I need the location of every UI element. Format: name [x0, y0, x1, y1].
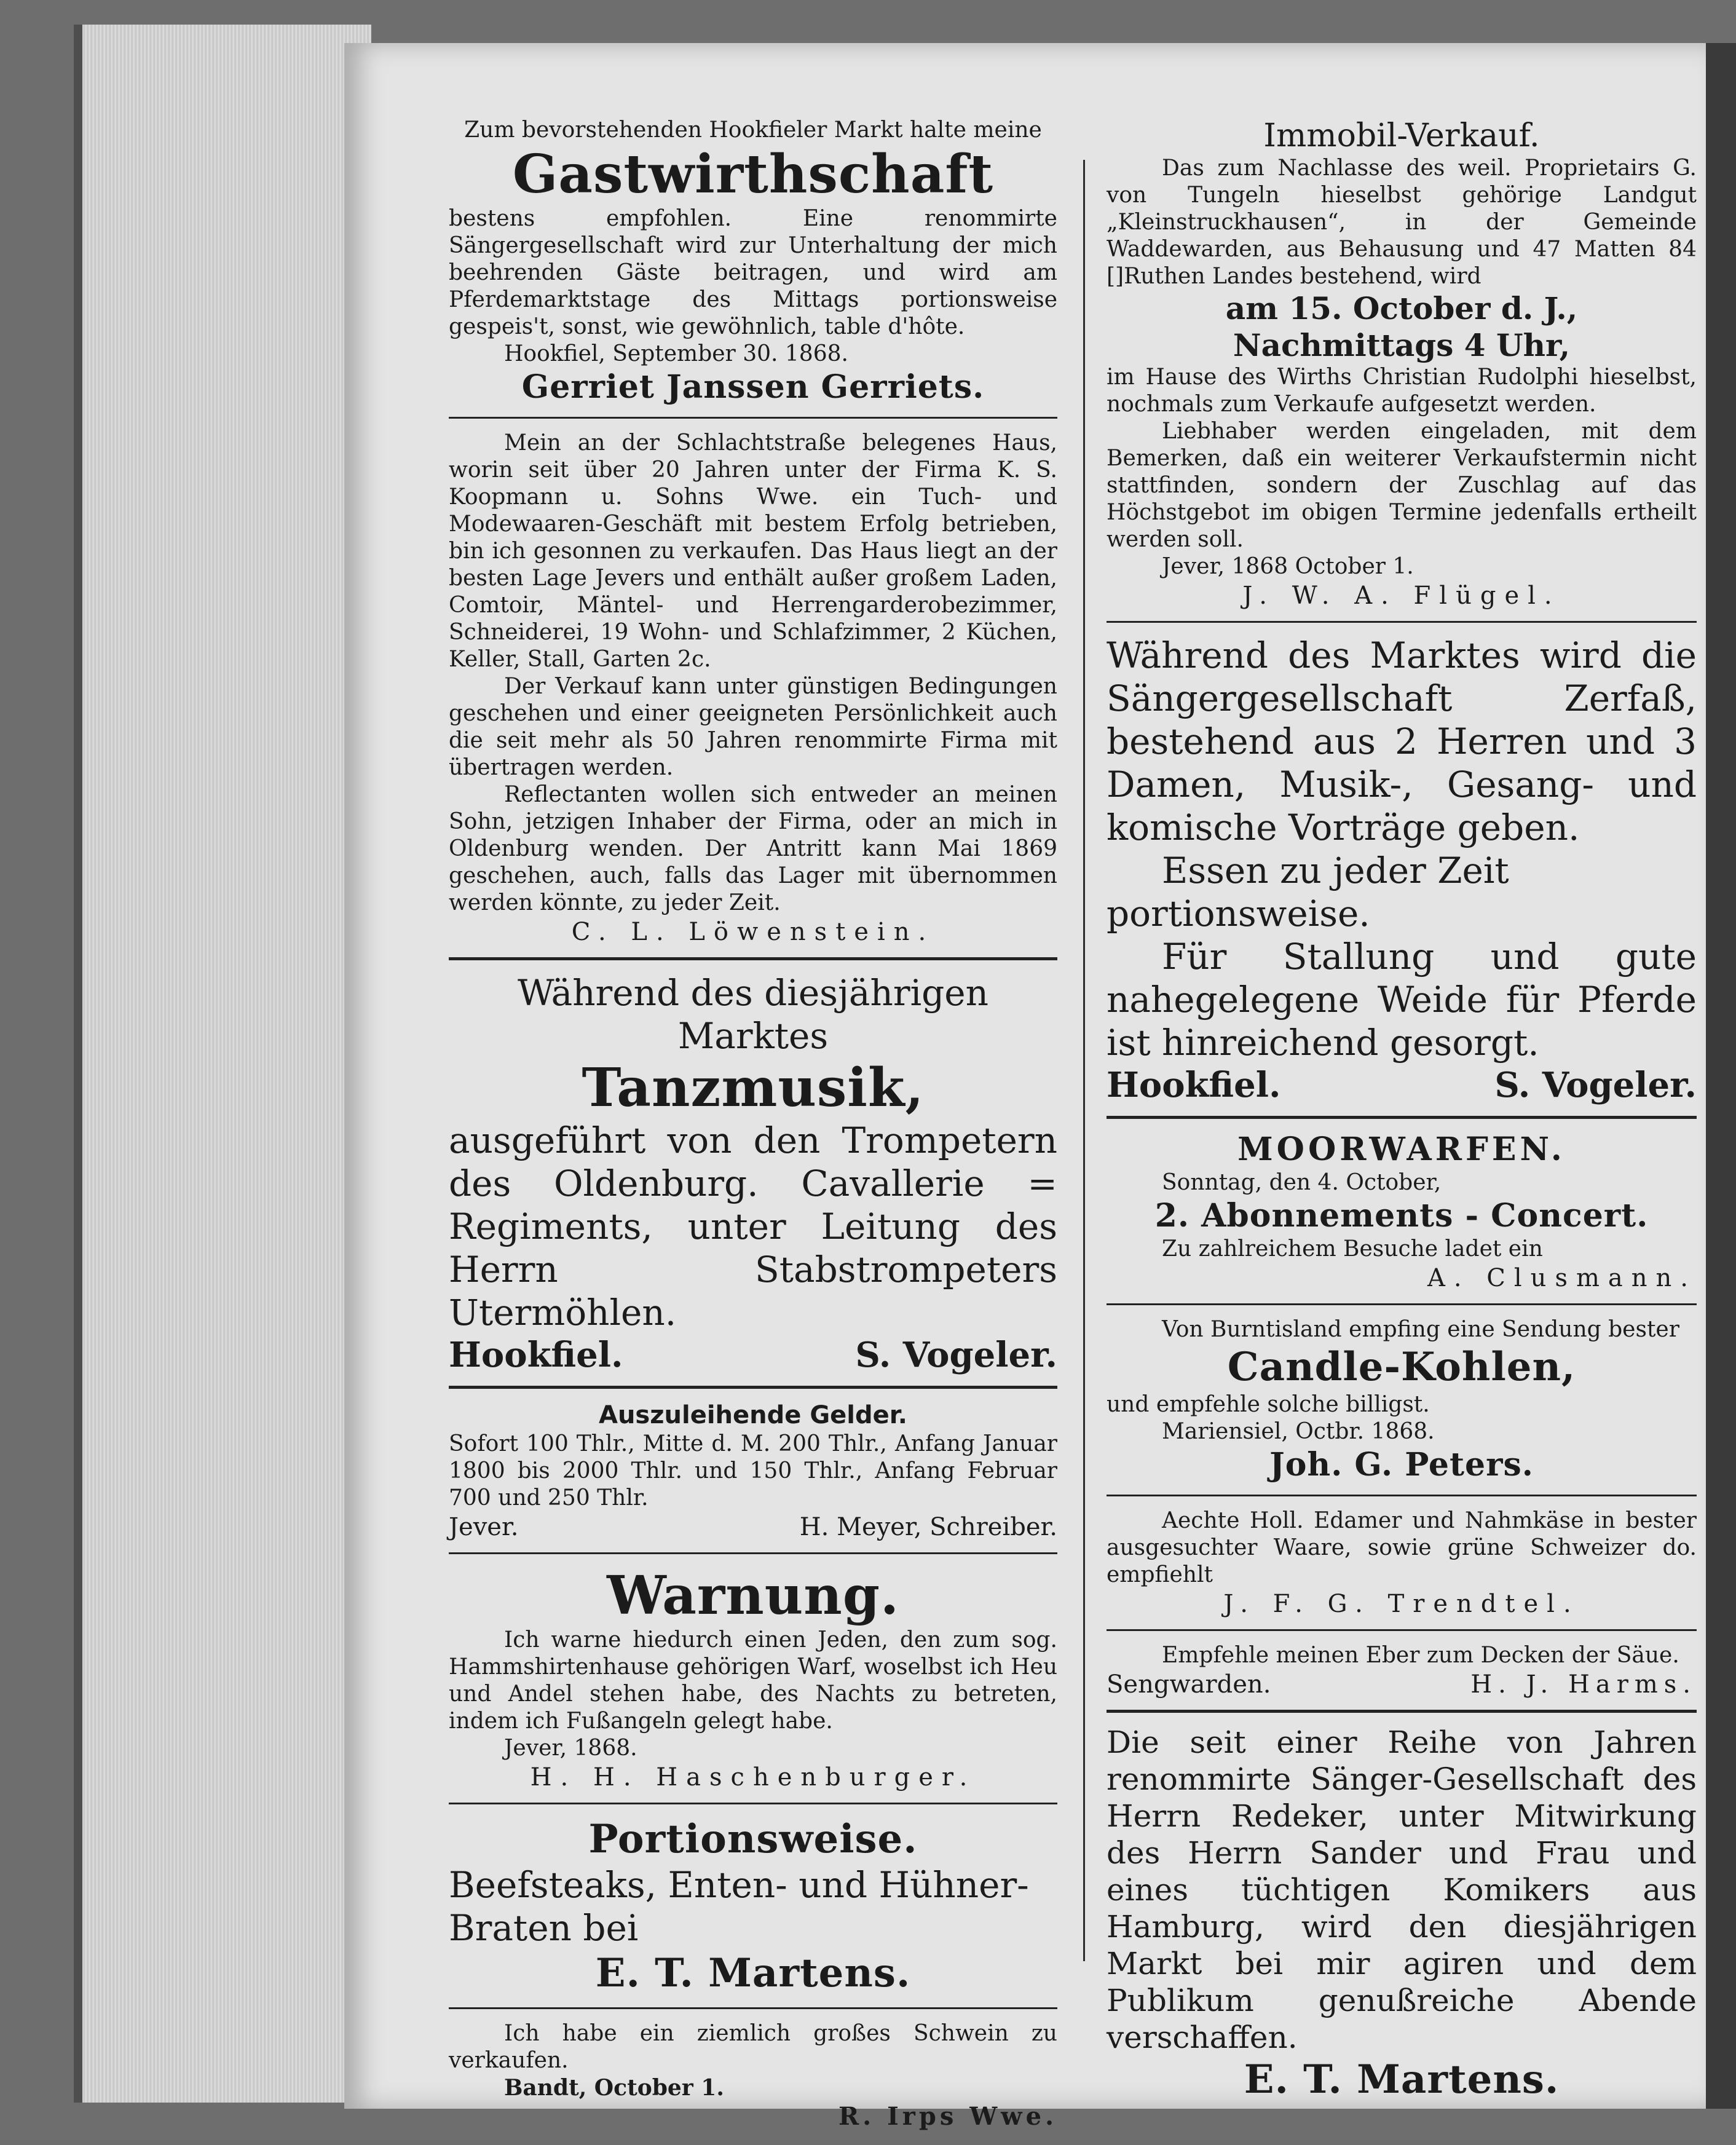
column-divider — [1083, 160, 1085, 1961]
right-column — [1107, 117, 1697, 2104]
divider-line — [449, 1552, 1057, 1554]
divider-line — [1107, 1629, 1697, 1631]
ad-signature: S. Vogeler. — [1494, 1065, 1697, 1105]
divider-line — [449, 1386, 1057, 1389]
ad-body: Reflectanten wollen sich entweder an meinen Sohn, jetzigen Inhaber der Firma, oder an mich in Oldenburg wenden. Der Antritt kann Mai 1869 geschehen, auch, falls das Lager mit übernommen werden könnte, zu jeder Zeit. — [449, 782, 1057, 915]
left-column — [449, 117, 1057, 2132]
ad-body: Die seit einer Reihe von Jahren renommirte Sänger-Gesellschaft des Herrn Redeker, unter Mitwirkung des Herrn Sander und Frau und eines tüchtigen Komikers aus Hamburg, wird den diesjährigen Markt bei mir agiren und dem Publikum genußreiche Abende verschaffen. — [1107, 1724, 1697, 2055]
ad-headline: Warnung. — [607, 1565, 899, 1627]
ad-kaese — [1107, 1507, 1697, 1619]
ad-date: Bandt, October 1. — [504, 2075, 724, 2101]
ad-signature: H. J. Harms. — [1470, 1670, 1697, 1699]
ad-signature: H. Meyer, Schreiber. — [799, 1513, 1057, 1541]
book-gutter — [1706, 43, 1736, 2109]
ad-body: Ich warne hiedurch einen Jeden, den zum sog. Hammshirtenhause gehörigen Warf, woselbst ich Heu und Andel stehen habe, des Nachts zu betreten, indem ich Fußangeln gelegt habe. — [449, 1627, 1057, 1734]
ad-body: Zu zahlreichem Besuche ladet ein — [1162, 1236, 1543, 1262]
divider-line — [1107, 1710, 1697, 1713]
book-page-edges — [74, 25, 371, 2103]
ad-date: Jever, 1868 October 1. — [1162, 554, 1414, 579]
ad-signature: Joh. G. Peters. — [1269, 1446, 1534, 1483]
ad-body: Liebhaber werden eingeladen, mit dem Bemerken, daß ein weiterer Verkaufstermin nicht stattfinden, sondern der Zuschlag auf das Höchstgebot im obigen Termine jedenfalls ertheilt werden soll. — [1107, 419, 1697, 552]
ad-gastwirthschaft — [449, 117, 1057, 407]
ad-place: Hookfiel. — [1107, 1065, 1281, 1105]
ad-signature-row — [1107, 1669, 1697, 1700]
ad-body: bestens empfohlen. Eine renommirte Sängergesellschaft wird zur Unterhaltung der mich beehrenden Gäste beitragen, und wird am Pferdemarktstage des Mittags portionsweise gespeis't, sonst, wie gewöhnlich, table d'hôte. — [449, 206, 1057, 339]
ad-headline: MOORWARFEN. — [1237, 1131, 1566, 1168]
ad-body: Der Verkauf kann unter günstigen Bedingungen geschehen und einer geeigneten Persönlichkeit auch die seit mehr als 50 Jahren renommirte Firma mit übertragen werden. — [449, 674, 1057, 780]
divider-line — [449, 957, 1057, 960]
ad-body: Für Stallung und gute nahegelegene Weide für Pferde ist hinreichend gesorgt. — [1107, 936, 1697, 1064]
ad-candle-kohlen — [1107, 1316, 1697, 1485]
ad-signature: Gerriet Janssen Gerriets. — [521, 368, 985, 406]
divider-line — [1107, 1303, 1697, 1305]
ad-headline: Auszuleihende Gelder. — [599, 1401, 907, 1429]
divider-line — [1107, 1116, 1697, 1119]
ad-signature: R. Irps Wwe. — [838, 2102, 1057, 2131]
ad-line: Während des diesjährigen Marktes — [518, 972, 988, 1057]
ad-headline: Tanzmusik, — [582, 1057, 925, 1119]
ad-headline: Portionsweise. — [588, 1816, 918, 1862]
ad-date: Mariensiel, Octbr. 1868. — [1162, 1419, 1435, 1444]
ad-body: und empfehle solche billigst. — [1107, 1392, 1430, 1417]
ad-haus-verkauf — [449, 430, 1057, 947]
ad-body: Sofort 100 Thlr., Mitte d. M. 200 Thlr., Anfang Januar 1800 bis 2000 Thlr. und 150 Thlr., Anfang Februar 700 und 250 Thlr. — [449, 1431, 1057, 1511]
ad-warnung — [449, 1565, 1057, 1793]
ad-eber — [1107, 1642, 1697, 1700]
ad-signature-row — [449, 1512, 1057, 1543]
ad-auszuleihende-gelder — [449, 1400, 1057, 1543]
ad-schwein — [449, 2020, 1057, 2132]
ad-signature: H. H. Haschenburger. — [530, 1763, 976, 1791]
ad-signature: J. W. A. Flügel. — [1242, 582, 1561, 610]
ad-saengergesellschaft-zerfass — [1107, 634, 1697, 1106]
ad-place: Jever. — [449, 1513, 519, 1541]
ad-signature: E. T. Martens. — [595, 1950, 911, 1996]
ad-body: Beefsteaks, Enten- und Hühner-Braten bei — [449, 1864, 1029, 1949]
ad-body: im Hause des Wirths Christian Rudolphi hieselbst, nochmals zum Verkaufe aufgesetzt werden. — [1107, 365, 1697, 417]
ad-body: ausgeführt von den Trompetern des Oldenburg. Cavallerie = Regiments, unter Leitung des Herrn Stabstrompeters Utermöhlen. — [449, 1120, 1057, 1333]
ad-date: Jever, 1868. — [504, 1736, 637, 1761]
ad-headline: Immobil-Verkauf. — [1263, 117, 1540, 154]
ad-signature: C. L. Löwenstein. — [571, 918, 935, 946]
ad-title: 2. Abonnements - Concert. — [1154, 1197, 1649, 1234]
ad-time-line: Nachmittags 4 Uhr, — [1233, 327, 1571, 363]
ad-body: Während des Marktes wird die Sängergesellschaft Zerfaß, bestehend aus 2 Herren und 3 Damen, Musik-, Gesang- und komische Vorträge geben. — [1107, 634, 1697, 848]
ad-portionsweise — [449, 1815, 1057, 1997]
ad-date: Sonntag, den 4. October, — [1162, 1170, 1442, 1195]
ad-body: Das zum Nachlasse des weil. Proprietairs G. von Tungeln hieselbst gehörige Landgut „Kleinstruckhausen“, in der Gemeinde Waddewarden, aus Behausung und 47 Matten 84 []Ruthen Landes bestehend, wird — [1107, 156, 1697, 289]
ad-body: Ich habe ein ziemlich großes Schwein zu verkaufen. — [449, 2021, 1057, 2073]
ad-signature: E. T. Martens. — [1244, 2056, 1560, 2103]
ad-headline: Gastwirthschaft — [512, 143, 994, 205]
ad-body: Mein an der Schlachtstraße belegenes Haus, worin seit über 20 Jahren unter der Firma K. S. Koopmann u. Sohns Wwe. ein Tuch- und Modewaaren-Geschäft mit bestem Erfolg betrieben, bin ich gesonnen zu verkaufen. Das Haus liegt an der besten Lage Jevers und enthält außer großem Laden, Comtoir, Mäntel- und Herrengarderobezimmer, Schneiderei, 19 Wohn- und Schlafzimmer, 2 Küchen, Keller, Stall, Garten 2c. — [449, 430, 1057, 672]
ad-signature: A. Clusmann. — [1427, 1264, 1697, 1292]
ad-date-line: am 15. October d. J., — [1225, 290, 1578, 326]
ad-body: Essen zu jeder Zeit portionsweise. — [1107, 850, 1509, 934]
ad-body: Aechte Holl. Edamer und Nahmkäse in bester ausgesuchter Waare, sowie grüne Schweizer do. empfiehlt — [1107, 1508, 1697, 1587]
ad-redeker — [1107, 1724, 1697, 2104]
ad-immobil-verkauf — [1107, 117, 1697, 611]
ad-headline: Candle-Kohlen, — [1227, 1344, 1576, 1390]
divider-line — [449, 2007, 1057, 2009]
divider-line — [449, 417, 1057, 419]
ad-place: Sengwarden. — [1107, 1670, 1271, 1699]
ad-body: Empfehle meinen Eber zum Decken der Säue. — [1162, 1643, 1679, 1668]
ad-date: Hookfiel, September 30. 1868. — [504, 341, 848, 366]
ad-intro: Von Burntisland empfing eine Sendung bester — [1162, 1317, 1679, 1342]
ad-place: Hookfiel. — [449, 1335, 623, 1375]
ad-signature: J. F. G. Trendtel. — [1223, 1590, 1580, 1618]
divider-line — [449, 1803, 1057, 1804]
divider-line — [1107, 621, 1697, 623]
ad-tanzmusik — [449, 971, 1057, 1376]
ad-signature-row — [449, 1334, 1057, 1376]
ad-signature: S. Vogeler. — [855, 1335, 1057, 1375]
ad-intro: Zum bevorstehenden Hookfieler Markt halte meine — [464, 117, 1042, 143]
divider-line — [1107, 1495, 1697, 1496]
ad-signature-row — [1107, 1064, 1697, 1106]
ad-moorwarfen — [1107, 1130, 1697, 1294]
